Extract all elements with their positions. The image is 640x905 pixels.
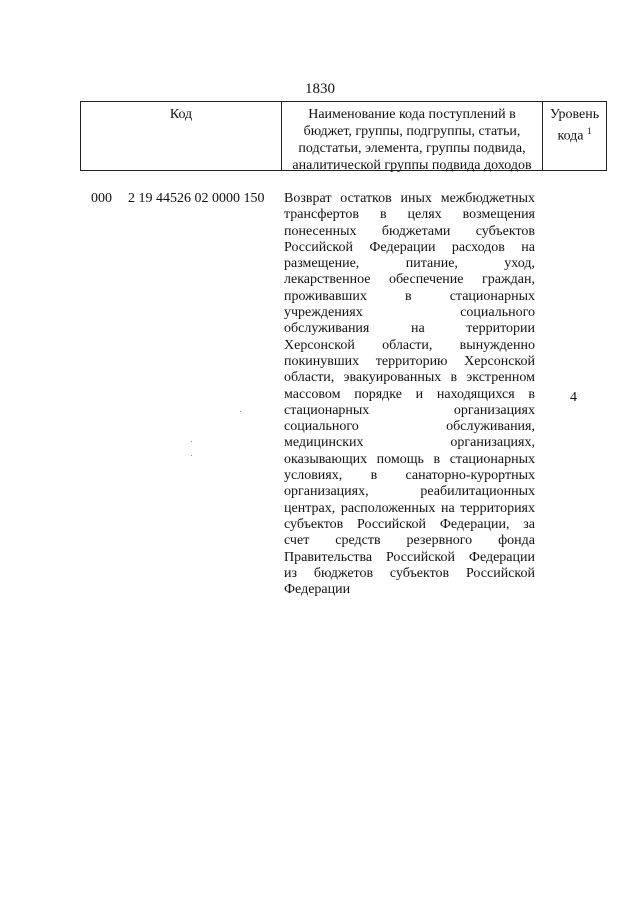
row-revenue-code: 2 19 44526 02 0000 150 — [128, 191, 265, 206]
description-line: области, эвакуированных в экстренном — [284, 370, 535, 386]
footnote-marker: 1 — [587, 126, 592, 136]
page-number: 1830 — [305, 81, 335, 97]
header-level-cell — [543, 102, 606, 170]
header-name-cell — [282, 102, 543, 173]
header-name-line: Наименование кода поступлений в — [308, 107, 516, 122]
description-line: центрах, расположенных на территориях — [284, 500, 535, 516]
description-line: Российской Федерации расходов на — [284, 239, 535, 255]
description-line: массовом порядке и находящихся в — [284, 386, 535, 402]
description-line: Правительства Российской Федерации — [284, 549, 535, 565]
description-line: проживавших в стационарных — [284, 288, 535, 304]
description-line: размещение, питание, уход, — [284, 256, 535, 272]
description-line: из бюджетов субъектов Российской — [284, 565, 535, 581]
header-name-line: аналитической группы подвида доходов — [292, 158, 532, 173]
description-line: социального обслуживания, — [284, 419, 535, 435]
description-line: медицинских организациях, — [284, 435, 535, 451]
description-line: трансфертов в целях возмещения — [284, 207, 535, 223]
description-line: обслуживания на территории — [284, 321, 535, 337]
header-code-cell: Код — [81, 102, 282, 170]
header-level-line: Уровень — [549, 107, 600, 122]
description-line: Возврат остатков иных межбюджетных — [284, 191, 535, 206]
header-level-line: кода $^1$ — [557, 126, 592, 144]
description-line: понесенных бюджетами субъектов — [284, 223, 535, 239]
scan-speck — [191, 455, 192, 456]
header-name-line: подстатьи, элемента, группы подвида, — [298, 141, 526, 156]
description-line: субъектов Российской Федерации, за — [284, 516, 535, 532]
row-description — [284, 191, 535, 598]
scan-speck — [191, 441, 192, 442]
description-line: покинувших территорию Херсонской — [284, 353, 535, 369]
description-line: организациях, реабилитационных — [284, 484, 535, 500]
scan-speck — [240, 411, 241, 412]
description-line: оказывающих помощь в стационарных — [284, 451, 535, 467]
table-header — [80, 101, 607, 171]
description-line: учреждениях социального — [284, 305, 535, 321]
description-line: лекарственное обеспечение граждан, — [284, 272, 535, 288]
description-line: стационарных организациях — [284, 402, 535, 418]
description-line: Херсонской области, вынужденно — [284, 337, 535, 353]
row-level: 4 — [570, 390, 577, 405]
header-name-line: бюджет, группы, подгруппы, статьи, — [303, 124, 521, 139]
description-line: счет средств резервного фонда — [284, 533, 535, 549]
row-admin-code: 000 — [91, 191, 112, 206]
description-line: Федерации — [284, 582, 351, 598]
description-line: условиях, в санаторно-курортных — [284, 468, 535, 484]
